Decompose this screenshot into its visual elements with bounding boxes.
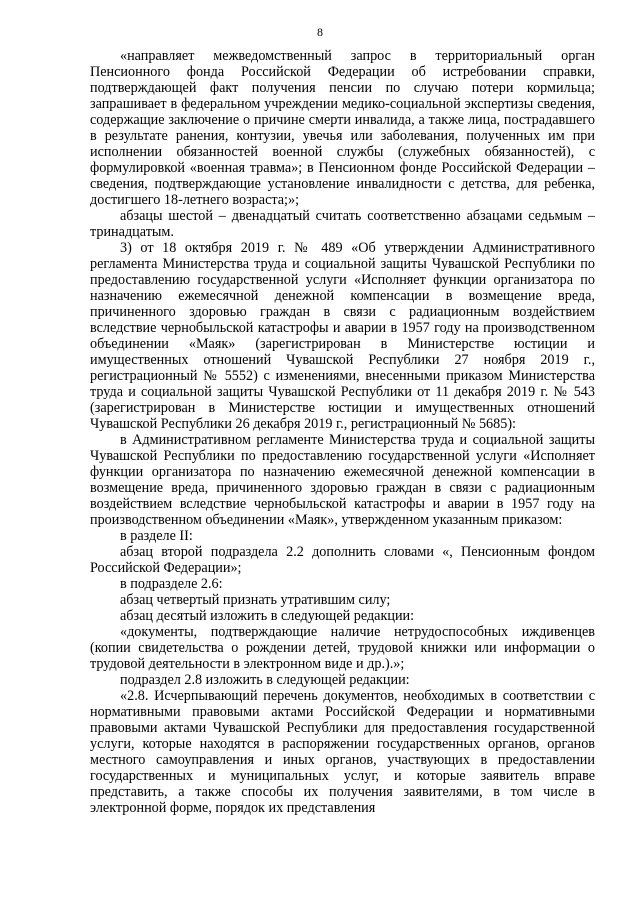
paragraph-10: «документы, подтверждающие наличие нетрудоспособных иждивенцев (копии свидетельства о рождении детей, трудовой книжки или информации о трудовой деятельности в электронном виде и др.).»; [90, 624, 595, 672]
paragraph-7: в подразделе 2.6: [120, 576, 223, 592]
paragraph-12: «2.8. Исчерпывающий перечень документов, необходимых в соответствии с нормативными правовыми актами Российской Федерации и нормативными правовыми актами Чувашской Республики для предоставления государственной услуги, которые находятся в распоряжении государственных органов, органов местного самоуправления и иных органов, участвующих в предоставлении государственных и муниципальных услуг, и которые заявитель вправе представить, а также способы их получения заявителями, в том числе в электронной форме, порядок их представления [90, 688, 595, 816]
paragraph-1: «направляет межведомственный запрос в территориальный орган Пенсионного фонда Российской Федерации об истребовании справки, подтверждающей факт получения пенсии по случаю потери кормильца; запрашивает в федеральном учреждении медико-социальной экспертизы сведения, содержащие заключение о причине смерти инвалида, а также лица, пострадавшего в результате ранения, контузии, увечья или заболевания, полученных им при исполнении обязанностей военной службы (служебных обязанностей), с формулировкой «военная травма»; в Пенсионном фонде Российской Федерации – сведения, подтверждающие установление инвалидности с детства, для ребенка, достигшего 18-летнего возраста;»; [90, 48, 595, 208]
paragraph-3: 3) от 18 октября 2019 г. № 489 «Об утверждении Административного регламента Министерства труда и социальной защиты Чувашской Республики по предоставлению государственной услуги «Исполняет функции организатора по назначению ежемесячной денежной компенсации в возмещение вреда, причиненного здоровью граждан в связи с радиационным воздействием вследствие чернобыльской катастрофы и аварии в 1957 году на производственном объединении «Маяк» (зарегистрирован в Министерстве юстиции и имущественных отношений Чувашской Республики 27 ноября 2019 г., регистрационный № 5552) с изменениями, внесенными приказом Министерства труда и социальной защиты Чувашской Республики от 11 декабря 2019 г. № 543 (зарегистрирован в Министерстве юстиции и имущественных отношений Чувашской Республики 26 декабря 2019 г., регистрационный № 5685): [90, 240, 595, 432]
paragraph-6: абзац второй подраздела 2.2 дополнить словами «, Пенсионным фондом Российской Федерации»; [90, 544, 595, 576]
paragraph-2: абзацы шестой – двенадцатый считать соответственно абзацами седьмым – тринадцатым. [90, 208, 595, 240]
paragraph-9: абзац десятый изложить в следующей редакции: [120, 608, 415, 624]
document-body [90, 48, 595, 816]
paragraph-5: в разделе II: [120, 528, 193, 544]
paragraph-11: подраздел 2.8 изложить в следующей редакции: [120, 672, 410, 688]
paragraph-4: в Административном регламенте Министерства труда и социальной защиты Чувашской Республики по предоставлению государственной услуги «Исполняет функции организатора по назначению ежемесячной денежной компенсации в возмещение вреда, причиненного здоровью граждан в связи с радиационным воздействием вследствие чернобыльской катастрофы и аварии в 1957 году на производственном объединении «Маяк», утвержденном указанным приказом: [90, 432, 595, 528]
paragraph-8: абзац четвертый признать утратившим силу; [120, 592, 391, 608]
page-number: 8 [317, 25, 323, 39]
